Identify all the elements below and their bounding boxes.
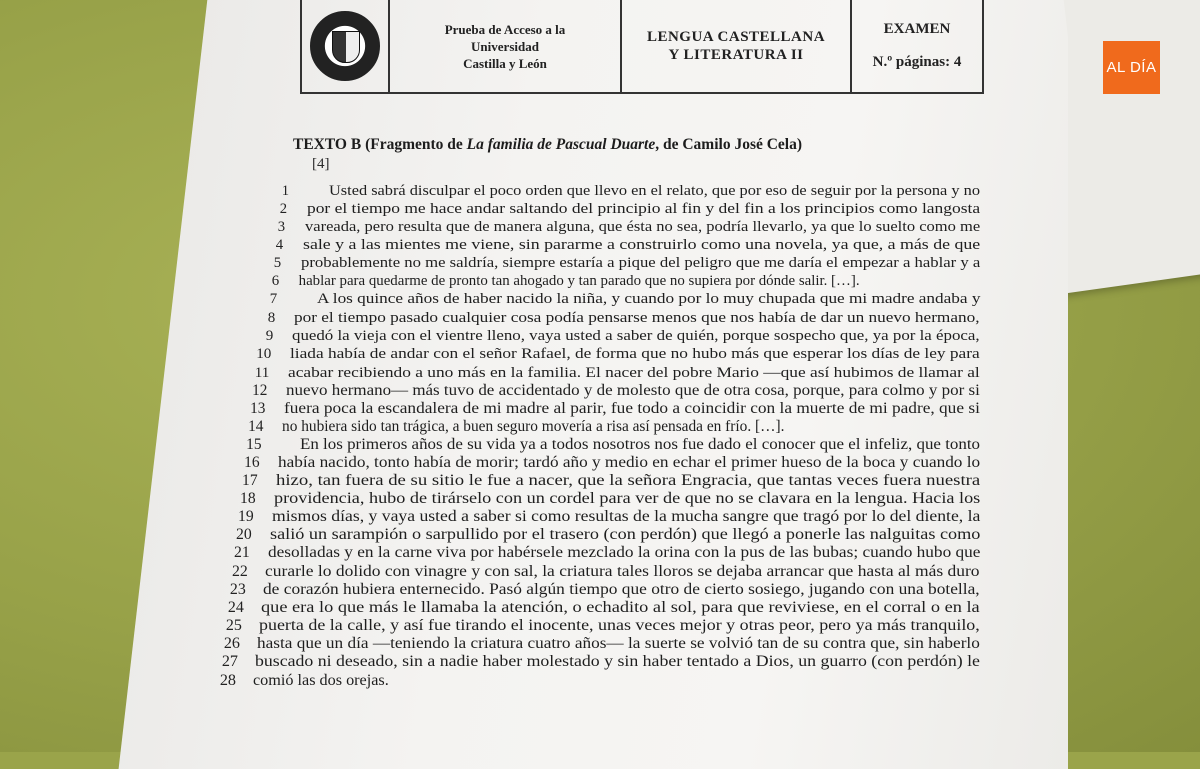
text-line: buscado ni deseado, sin a nadie haber molestado y sin haber tentado a Dios, un guarro (con perdón) le [255, 652, 980, 670]
score-mark: [4] [312, 156, 330, 172]
text-line: hizo, tan fuera de su sitio le fue a nacer, que la señora Engracia, que tantas veces fuera nuestra [275, 472, 980, 490]
text-line: probablemente no me saldría, siempre estaría a pique del peligro que me daría el empezar a hablar y a [300, 255, 980, 272]
line-number: 17 [242, 472, 258, 490]
line-number: 24 [227, 598, 244, 616]
text-line: hablar para quedarme de pronto tan ahogado y tan parado que no supiera por dónde salir. […]. [298, 273, 860, 290]
text-line: puerta de la calle, y así fue tirando el inocente, unas veces mejor y otras peor, pero ya más tranquilo, [259, 616, 980, 634]
text-line: acabar recibiendo a uno más en la familia. El nacer del pobre Mario —que así hubimos de llamar al [288, 363, 980, 381]
text-line: A los quince años de haber nacido la niña, y cuando por lo muy chupada que mi madre andaba y [316, 291, 980, 308]
text-line: En los primeros años de su vida ya a todos nosotros nos fue dado el conocer que el infeliz, que tonto [299, 436, 980, 454]
line-number: 10 [256, 345, 272, 362]
university-line-3: Castilla y León [463, 55, 547, 71]
line-number: 26 [223, 634, 240, 652]
text-line: quedó la vieja con el vientre lleno, vaya usted a saber de quién, porque sospecho que, ya por la época, [292, 327, 980, 344]
text-line: sale y a las mientes me viene, sin pararme a construirlo como una novela, ya que, a más de que [302, 237, 980, 254]
line-number: 13 [250, 399, 266, 417]
title-suffix: , de Camilo José Cela) [655, 136, 803, 153]
line-number: 23 [229, 580, 246, 598]
line-number: 9 [265, 327, 274, 344]
text-line: desolladas y en la carne viva por habérsele mezclado la orina con la pus de las bubas; cuando hubo que [267, 544, 980, 562]
line-number: 12 [252, 381, 268, 399]
line-number: 28 [219, 671, 236, 689]
line-number: 5 [273, 255, 282, 272]
line-number: 1 [281, 183, 289, 199]
line-number: 14 [248, 417, 264, 435]
line-number: 21 [233, 544, 250, 562]
title-work: La familia de Pascual Duarte [466, 136, 656, 153]
line-number: 16 [244, 454, 260, 472]
line-number: 11 [254, 363, 270, 381]
line-number: 6 [271, 273, 280, 290]
line-number: 4 [275, 237, 284, 254]
text-line: hasta que un día —teniendo la criatura cuatro años— la suerte se volvió tan de su contra que, sin haberlo [257, 634, 980, 652]
text-line: mismos días, y vaya usted a saber si como resultas de la mucha sangre que tragó por lo del diente, la [271, 508, 980, 526]
line-number: 15 [246, 436, 262, 454]
text-line: por el tiempo me hace andar saltando del principio al fin y del fin a los principios como langosta [306, 201, 980, 218]
text-line: Usted sabrá disculpar el poco orden que llevo en el relato, que por eso de seguir por la persona y no [329, 183, 980, 199]
text-line: había nacido, tonto había de morir; tardó año y medio en echar el primer hueso de la boca y cuando lo [277, 454, 980, 472]
line-number: 25 [225, 616, 242, 634]
al-dia-logo: AL DÍA [1103, 41, 1160, 94]
text-line: que era lo que más le llamaba la atención, o echadito al sol, para que reviviese, en el corral o en la [261, 598, 980, 616]
text-line: nuevo hermano— más tuvo de accidentado y de molesto que de otra cosa, porque, para colmo y por si [286, 381, 980, 399]
text-line: liada había de andar con el señor Rafael, de forma que no hubo más que esperar los días de ley para [290, 345, 980, 362]
line-number: 7 [269, 291, 278, 308]
line-number: 18 [240, 490, 256, 508]
text-line: providencia, hubo de tirárselo con un cordel para ver de que no se clavara en la lengua. Hacia los [273, 490, 980, 508]
line-number: 19 [238, 508, 254, 526]
line-number: 22 [231, 562, 248, 580]
subject-line-2: Y LITERATURA II [668, 47, 804, 63]
text-line: de corazón hubiera enternecido. Pasó algún tiempo que otro de cierto sosiego, jugando con una botella, [263, 580, 980, 598]
line-number: 8 [267, 309, 276, 326]
text-line: vareada, pero resulta que de manera alguna, que ésta no sea, podría llevarlo, ya que lo suelto como me [304, 219, 980, 236]
line-number: 20 [235, 526, 252, 544]
university-line-1: Prueba de Acceso a la [444, 21, 566, 37]
text-line: por el tiempo pasado cualquier cosa podía pensarse menos que nos había de dar un nuevo hermano, [294, 309, 980, 326]
text-line: no hubiera sido tan trágica, a buen seguro movería a risa así pensada en frío. […]. [282, 417, 785, 435]
exam-label: EXAMEN [883, 21, 951, 37]
title-prefix: TEXTO B (Fragmento de [293, 136, 467, 153]
line-number: 27 [221, 652, 238, 670]
text-line: fuera poca la escandalera de mi madre al parir, fue todo a coincidir con la muerte de mi padre, que si [284, 399, 980, 417]
page-count: N.º páginas: 4 [872, 54, 962, 70]
text-line: comió las dos orejas. [253, 671, 389, 689]
subject-line-1: LENGUA CASTELLANA [646, 29, 826, 45]
line-number: 3 [277, 219, 286, 236]
university-line-2: Universidad [471, 38, 539, 54]
line-number: 2 [279, 201, 288, 218]
text-line: curarle lo dolido con vinagre y con sal, la criatura tales lloros se dejaba arrancar que hasta al más duro [265, 562, 980, 580]
text-line: salió un sarampión o sarpullido por el trasero (con perdón) que llegó a ponerle las nalguitas como [269, 526, 980, 544]
